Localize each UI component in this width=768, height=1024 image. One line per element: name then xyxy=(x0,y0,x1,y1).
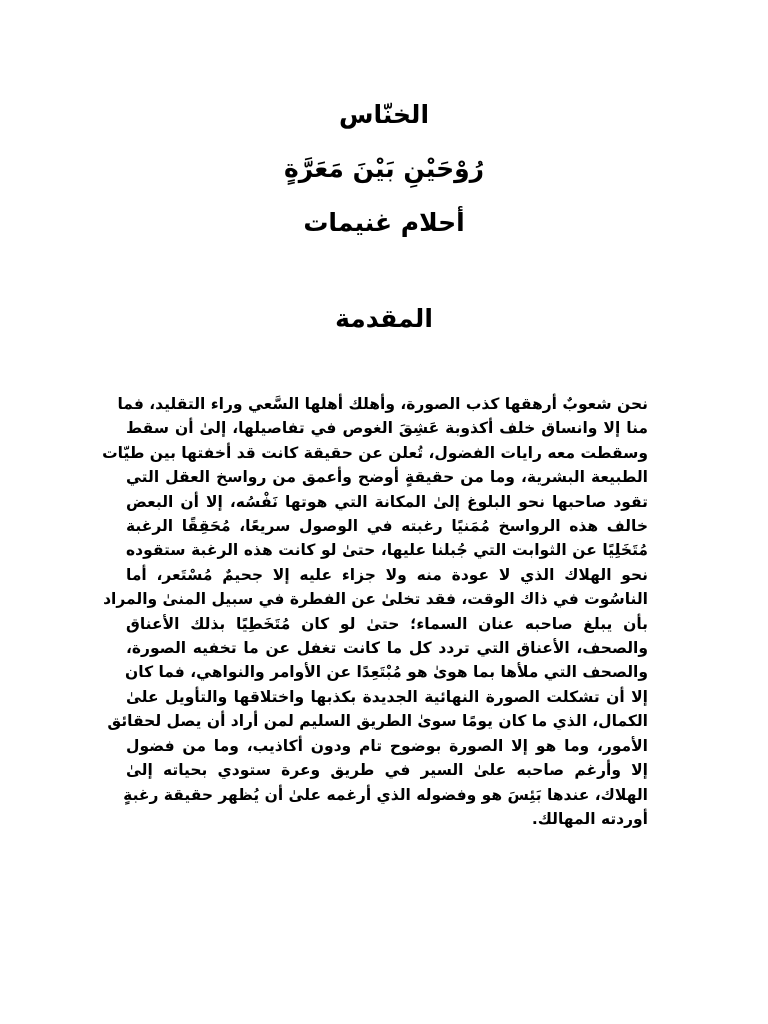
body-line: مُتَخَلِيًا عن الثوابت التي جُبلنا عليها، حتىٰ لو كانت هذه الرغبة ستقوده xyxy=(126,541,648,560)
book-title: الخنّاس xyxy=(338,100,430,129)
body-line: والصحف، الأعناق التي تردد كل ما كانت تغفل عن ما تخفيه الصورة، xyxy=(126,639,648,658)
body-line: خالف هذه الرواسخ مُمَنيًا رغبته في الوصول سريعًا، مُحَقِقًا الرغبة xyxy=(126,517,648,536)
body-line: منا إلا وانساق خلف أكذوبة عَشِقَ الغوص في تفاصيلها، إلىٰ أن سقط xyxy=(126,419,648,438)
body-line: الهلاك، عندها بَئِسَ هو وفضوله الذي أرغمه علىٰ أن يُظهر حقيقة رغبةٍ xyxy=(123,785,648,804)
body-line: إلا أن تشكلت الصورة النهائية الجديدة بكذبها واختلاقها والتأويل علىٰ xyxy=(126,687,648,706)
body-line: تقود صاحبها نحو البلوغ إلىٰ المكانة التي هوتها نَفْسُه، إلا أن البعض xyxy=(126,492,648,511)
section-heading: المقدمة xyxy=(335,304,433,333)
body-line: بأن يبلغ صاحبه عنان السماء؛ حتىٰ لو كان مُتَخَطِيًا بذلك الأعناق xyxy=(126,614,648,633)
body-line: إلا وأرغم صاحبه علىٰ السير في طريق وعرة ستودي بحياته إلىٰ xyxy=(126,761,648,780)
body-line: وسقطت معه رايات الفضول، تُعلن عن حقيقة كانت قد أخفتها بين طيّات xyxy=(102,443,648,462)
body-line: الناسُوت في ذاك الوقت، فقد تخلىٰ عن الفطرة في سبيل المنىٰ والمراد xyxy=(103,590,648,609)
body-line: الكمال، الذي ما كان يومًا سوىٰ الطريق السليم لمن أراد أن يصل لحقائق xyxy=(107,712,648,731)
body-line: الطبيعة البشرية، وما من حقيقةٍ أوضح وأعمق من رواسخ العقل التي xyxy=(126,468,648,487)
body-line: نحن شعوبٌ أرهقها كذب الصورة، وأهلك أهلها السَّعي وراء التقليد، فما xyxy=(117,395,648,413)
title-block xyxy=(0,88,768,250)
body-line: نحو الهلاك الذي لا عودة منه ولا جزاء عليه إلا جحيمٌ مُسْتَعر، أما xyxy=(126,565,648,584)
book-subtitle: رُوْحَيْنِ بَيْنَ مَعَرَّةٍ xyxy=(283,154,485,183)
body-line: الأمور، وما هو إلا الصورة بوضوح تام ودون أكاذيب، وما من فضول xyxy=(126,736,648,755)
author-name: أحلام غنيمات xyxy=(303,208,465,237)
body-paragraph xyxy=(102,392,648,831)
body-line: أوردته المهالك. xyxy=(531,809,648,828)
body-line: والصحف التي ملأها بما هوىٰ هو مُبْتَعِدًا عن الأوامر والنواهي، فما كان xyxy=(125,663,648,682)
